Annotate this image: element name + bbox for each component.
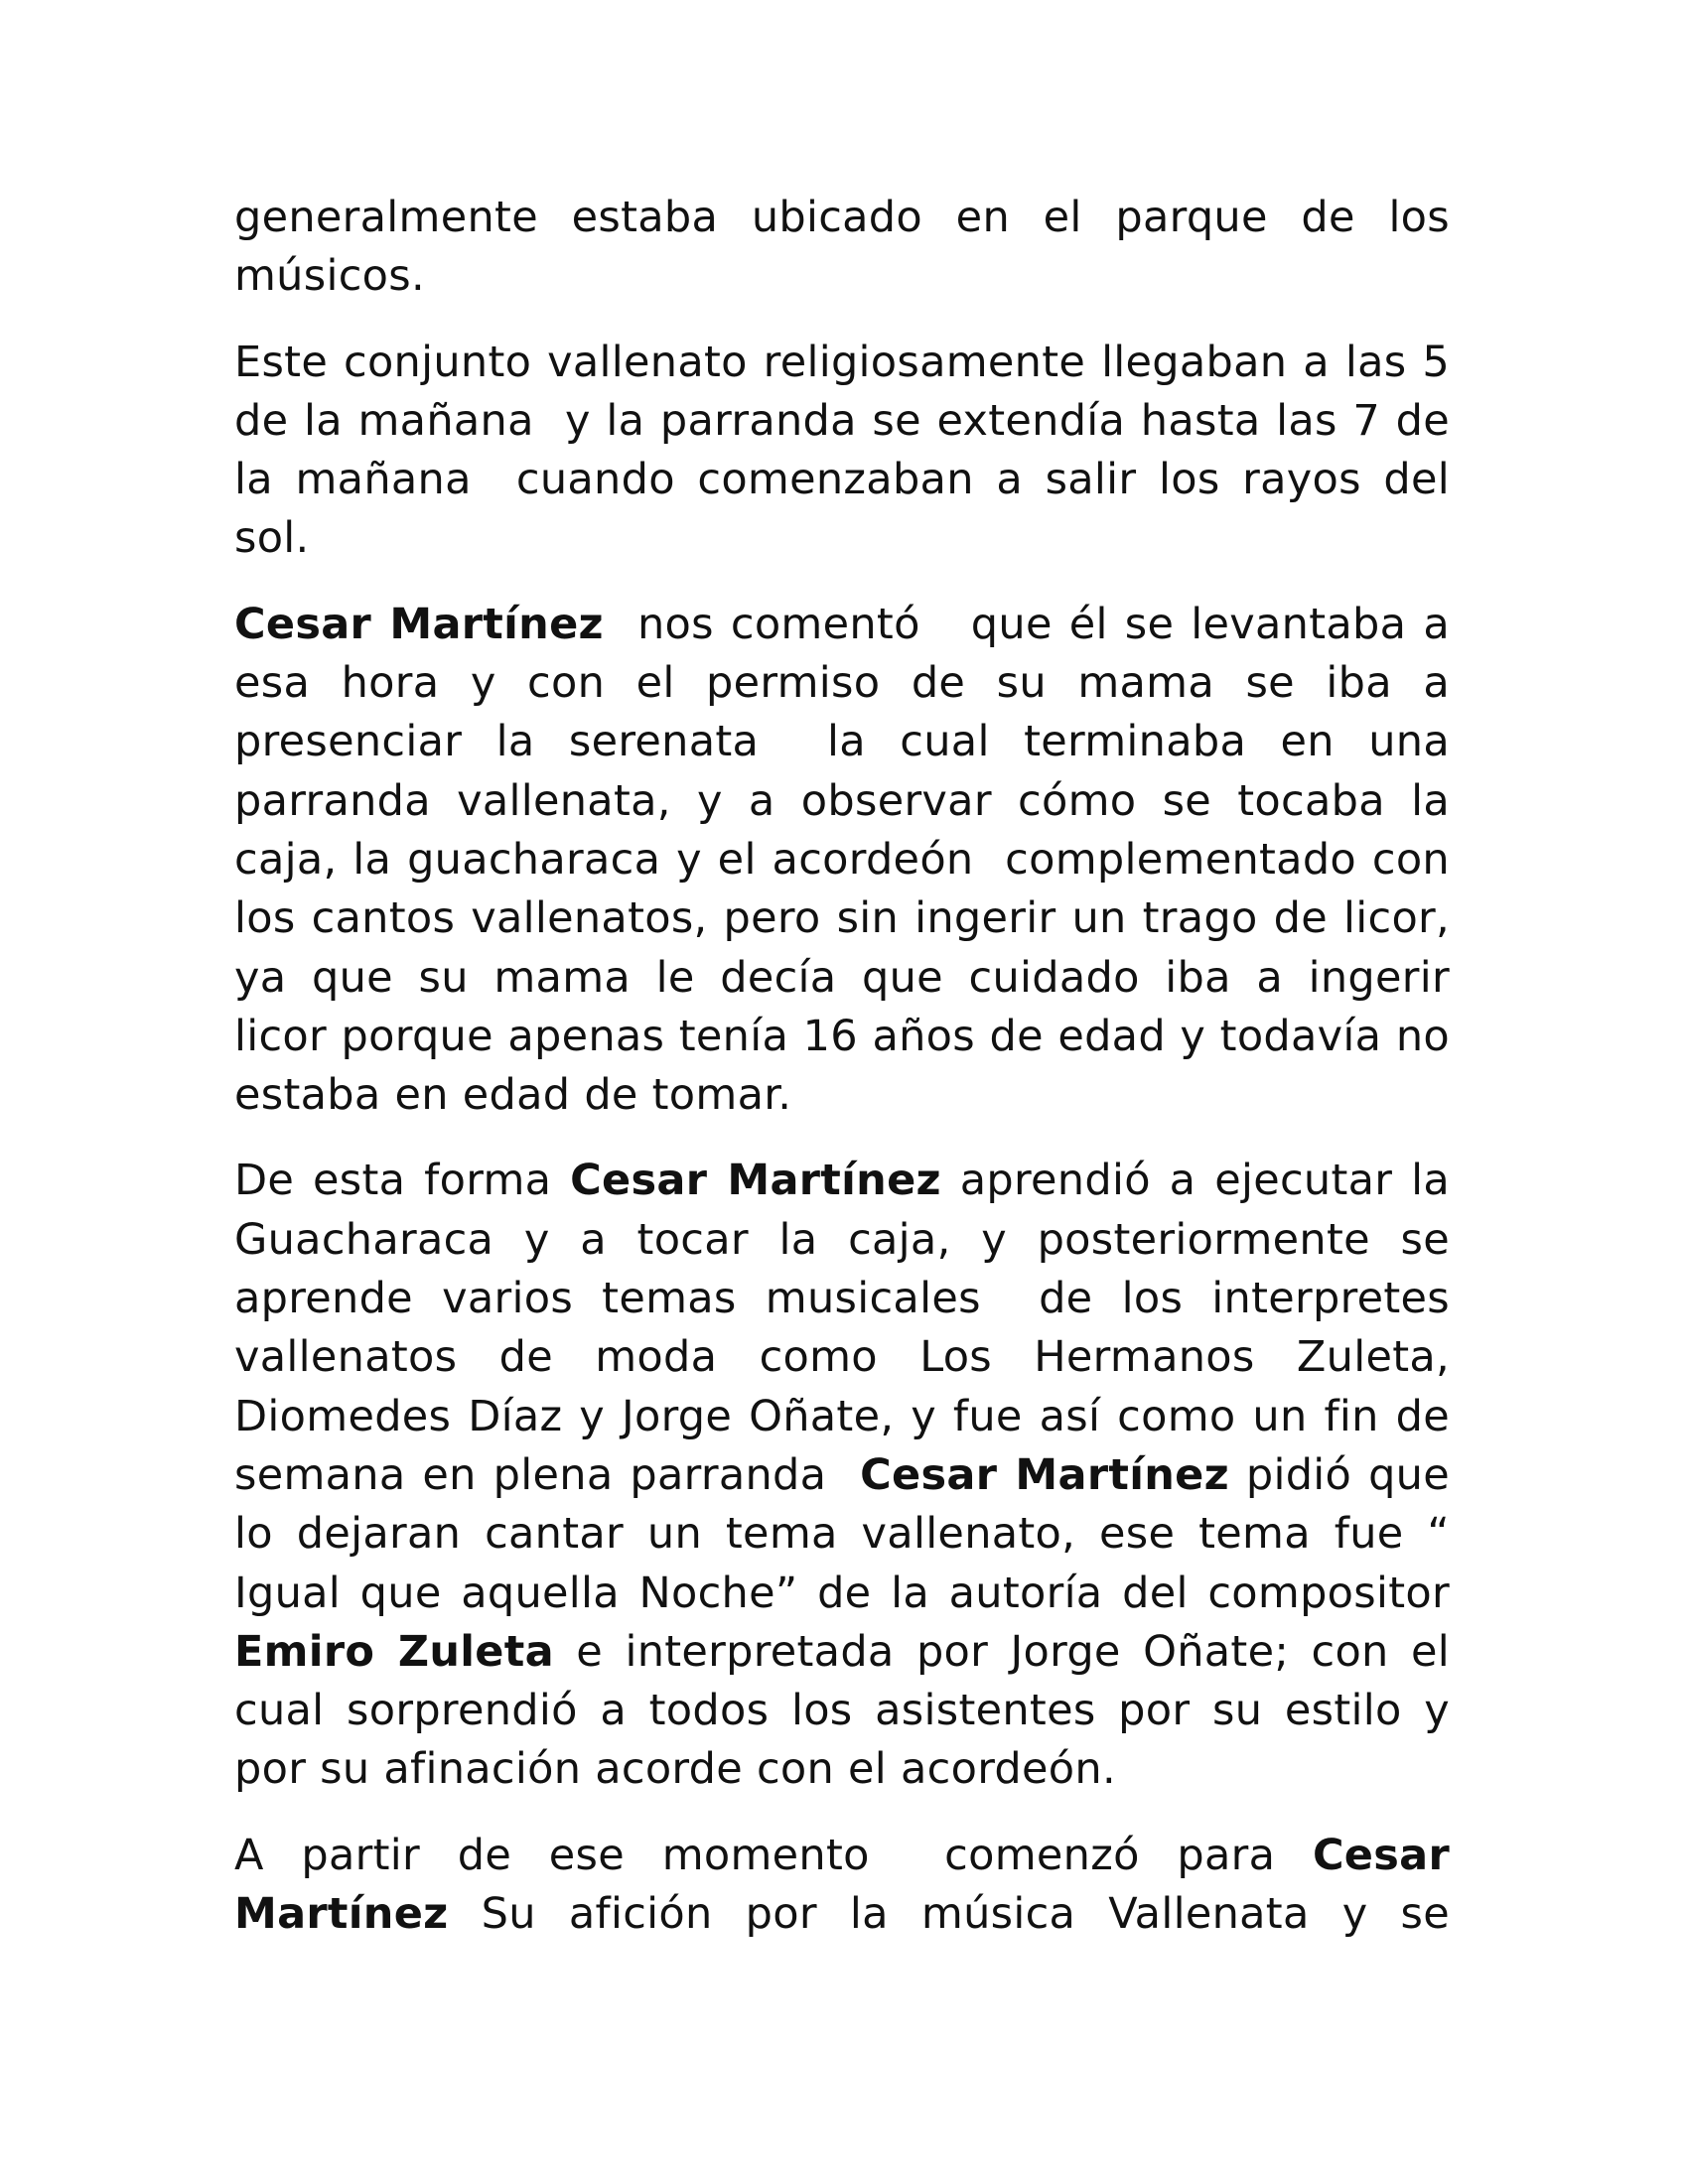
text-segment: aprendió a ejecutar la Guacharaca y a tocar la caja, y posteriormente se aprende varios temas musicales de los interpretes vallenatos de moda como Los Hermanos Zuleta, Diomedes Díaz y Jorge Oñate, y fue así como un fin de semana en plena parranda bbox=[234, 1156, 1464, 1500]
text-segment: e interpretada por Jorge Oñate; con el cual sorprendió a todos los asistentes por su estilo y por su afinación acorde con el acordeón. bbox=[234, 1626, 1464, 1795]
text-segment: generalmente estaba ubicado en el parque de los músicos. bbox=[234, 193, 1464, 302]
bold-name: Cesar Martínez bbox=[234, 599, 604, 649]
text-segment: De esta forma bbox=[234, 1156, 571, 1206]
bold-name: Cesar Martínez bbox=[234, 1830, 1466, 1940]
text-segment: A partir de ese momento comenzó para bbox=[234, 1830, 1313, 1880]
text-segment: pidió que lo dejaran cantar un tema vallenato, ese tema fue “ Igual que aquella Noche” de la autoría del compositor bbox=[234, 1449, 1464, 1618]
text-segment: Su afición por la música Vallenata y se bbox=[448, 1889, 1450, 1940]
document-page bbox=[234, 189, 1477, 1971]
bold-name: Emiro Zuleta bbox=[234, 1626, 554, 1677]
paragraph-2 bbox=[234, 334, 1464, 569]
text-segment: nos comentó que él se levantaba a esa hora y con el permiso de su mama se iba a presenciar la serenata la cual terminaba en una parranda vallenata, y a observar cómo se tocaba la caja, la guacharaca y el acordeón complementado con los cantos vallenatos, pero sin ingerir un trago de licor, ya que su mama le decía que cuidado iba a ingerir licor porque apenas tenía 16 años de edad y todavía no estaba en edad de tomar. bbox=[234, 599, 1477, 1121]
bold-name: Cesar Martínez bbox=[860, 1449, 1229, 1500]
text-segment: Este conjunto vallenato religiosamente llegaban a las 5 de la mañana y la parranda se extendía hasta las 7 de la mañana cuando comenzaban a salir los rayos del sol. bbox=[234, 337, 1464, 564]
bold-name: Cesar Martínez bbox=[570, 1156, 941, 1206]
paragraph-1 bbox=[234, 189, 1464, 307]
paragraph-4 bbox=[234, 1152, 1464, 1799]
paragraph-3 bbox=[234, 596, 1477, 1126]
paragraph-5 bbox=[234, 1827, 1466, 1945]
